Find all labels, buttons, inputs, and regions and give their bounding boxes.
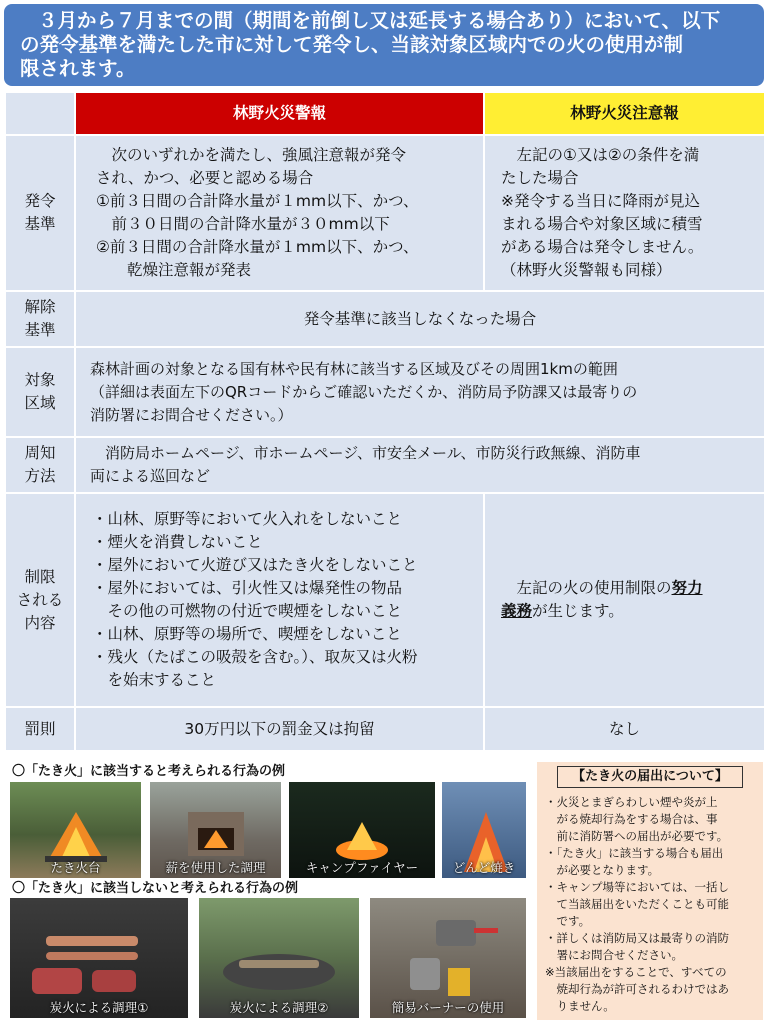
intro-banner — [4, 4, 764, 86]
row-label-cancel: 解除 基準 — [5, 291, 75, 347]
applies-section-title: 〇「たき火」に該当すると考えられる行為の例 — [12, 764, 286, 779]
header-corner — [5, 92, 75, 135]
table-row-notify — [5, 437, 765, 493]
row-label-notify: 周知 方法 — [5, 437, 75, 493]
photo-burner — [370, 898, 526, 1018]
row-label-area: 対象 区域 — [5, 347, 75, 437]
banner-line: 限されます。 — [20, 57, 136, 80]
cancel-cell: 発令基準に該当しなくなった場合 — [75, 291, 765, 347]
warning-header: 林野火災警報 — [75, 92, 484, 135]
notice-body: ・火災とまぎらわしい煙や炎が上 がる焼却行為をする場合は、事 前に消防署への届出が必要です。 ・「たき火」に該当する場合も届出 が必要となります。 ・キャンプ場等においては、一括し て当該届出をいただくことも可能 です。 ・詳しくは消防局又は最寄りの消防 署にお問合せください。 ※当該届出をすることで、すべての 焼却行為が許可されるわけではあ りません。 — [545, 795, 729, 1013]
advisory-header: 林野火災注意報 — [484, 92, 765, 135]
table-row-cancel — [5, 291, 765, 347]
restrict-warning-cell: ・山林、原野等において火入れをしないこと ・煙火を消費しないこと ・屋外において火遊び又はたき火をしないこと ・屋外においては、引火性又は爆発性の物品 その他の可燃物の付近で喫煙をしないこと ・山林、原野等の場所で、喫煙をしないこと ・残火（たばこの吸殻を含む。）、取灰又は火粉 を始末すること — [75, 493, 484, 707]
photo-caption: どんど焼き — [452, 860, 516, 875]
photo-charcoal-1 — [10, 898, 188, 1018]
banner-line: の発令基準を満たした市に対して発令し、当該対象区域内での火の使用が制 — [20, 33, 684, 56]
row-label-restrict: 制限 される 内容 — [5, 493, 75, 707]
photo-caption: 薪を使用した調理 — [165, 860, 266, 875]
photo-campfire — [289, 782, 435, 878]
regulation-table — [4, 91, 766, 752]
photo-fire-pit — [10, 782, 141, 878]
issue-warning-cell: 次のいずれかを満たし、強風注意報が発令 され、かつ、必要と認める場合 ①前３日間の合計降水量が１mm以下、かつ、 前３０日間の合計降水量が３０mm以下 ②前３日間の合計降水量が１mm以下、かつ、 乾燥注意報が発表 — [75, 135, 484, 291]
bonfire-notification-box — [537, 762, 763, 1020]
issue-advisory-cell: 左記の①又は②の条件を満 たした場合 ※発令する当日に降雨が見込 まれる場合や対象区域に積雪 がある場合は発令しません。 （林野火災警報も同様） — [484, 135, 765, 291]
row-label-penalty: 罰則 — [5, 707, 75, 751]
row-label-issue: 発令 基準 — [5, 135, 75, 291]
not-applies-section-title: 〇「たき火」に該当しないと考えられる行為の例 — [12, 881, 299, 896]
photo-caption: たき火台 — [50, 860, 101, 875]
restrict-advisory-cell: 左記の火の使用制限の努力 義務が生じます。 — [484, 493, 765, 707]
table-header-row — [5, 92, 765, 135]
underlined-effort: 努力 — [671, 579, 703, 597]
area-cell: 森林計画の対象となる国有林や民有林に該当する区域及びその周囲1kmの範囲 （詳細は表面左下のQRコードからご確認いただくか、消防局予防課又は最寄りの 消防署にお問合せください。） — [75, 347, 765, 437]
photo-charcoal-2 — [199, 898, 359, 1018]
banner-line: ３月から７月までの間（期間を前倒し又は延長する場合あり）において、以下 — [38, 9, 721, 32]
photo-dondo-yaki — [442, 782, 526, 878]
photo-caption: 炭火による調理① — [49, 1000, 149, 1015]
table-row-restrict — [5, 493, 765, 707]
photo-caption: 炭火による調理② — [229, 1000, 329, 1015]
photo-wood-cooking — [150, 782, 281, 878]
notice-title: 【たき火の届出について】 — [557, 766, 743, 788]
notify-cell: 消防局ホームページ、市ホームページ、市安全メール、市防災行政無線、消防車 両による巡回など — [75, 437, 765, 493]
table-row-issue — [5, 135, 765, 291]
penalty-warning-cell: 30万円以下の罰金又は拘留 — [75, 707, 484, 751]
photo-caption: キャンプファイヤー — [305, 860, 419, 875]
underlined-obligation: 義務 — [501, 602, 533, 620]
photo-caption: 簡易バーナーの使用 — [391, 1000, 505, 1015]
penalty-advisory-cell: なし — [484, 707, 765, 751]
table-row-area — [5, 347, 765, 437]
table-row-penalty — [5, 707, 765, 751]
